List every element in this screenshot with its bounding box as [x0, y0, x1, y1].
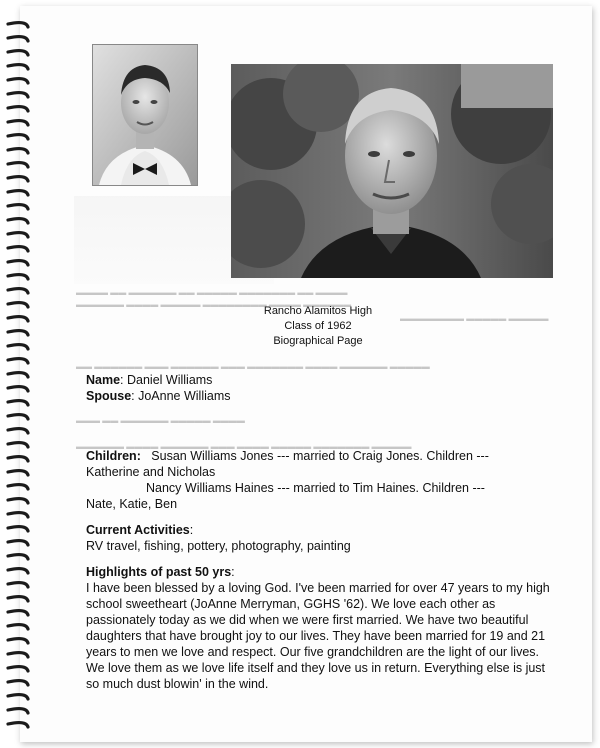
- page-heading: [200, 304, 436, 349]
- children-row-1: [86, 448, 556, 464]
- name-row: Name: Daniel Williams: [86, 373, 213, 387]
- current-portrait: [231, 64, 553, 278]
- activities-heading: Current Activities:: [86, 523, 194, 537]
- class-year: Class of 1962: [284, 320, 352, 332]
- document-page: [20, 6, 592, 742]
- children-line-1: Susan Williams Jones --- married to Craig Jones. Children ---: [151, 449, 489, 463]
- bleed-through-text: ▬▬▬ ▬▬ ▬▬▬▬▬▬ ▬▬▬▬▬ ▬▬▬▬: [76, 416, 245, 425]
- activities-label: Current Activities: [86, 523, 190, 537]
- spiral-binding: [4, 18, 32, 740]
- high-school-portrait: [93, 45, 197, 185]
- name-value: Daniel Williams: [127, 373, 213, 387]
- children-line-2: Katherine and Nicholas: [86, 465, 216, 479]
- spouse-value: JoAnne Williams: [138, 389, 231, 403]
- spouse-row: Spouse: JoAnne Williams: [86, 389, 231, 403]
- bleed-through-text: ▬▬▬▬▬▬ ▬▬▬▬ ▬▬▬▬▬ ▬▬▬▬▬▬▬▬ ▬▬▬▬ ▬▬▬▬▬▬: [76, 300, 352, 309]
- children-label: Children:: [86, 449, 141, 463]
- name-label: Name: [86, 373, 121, 387]
- bleed-through-text: ▬▬▬▬▬▬▬▬ ▬▬▬▬▬ ▬▬▬▬▬: [400, 314, 549, 323]
- highlights-heading: Highlights of past 50 yrs:: [86, 565, 235, 579]
- children-line-4: Nate, Katie, Ben: [86, 497, 178, 511]
- yearbook-photo: [92, 44, 198, 186]
- bleed-through-text: ▬▬▬▬ ▬▬ ▬▬▬▬▬▬ ▬▬ ▬▬▬▬▬ ▬▬▬▬▬▬▬ ▬▬ ▬▬▬▬: [76, 288, 348, 297]
- highlights-text: I have been blessed by a loving God. I've been married for over 47 years to my high school sweetheart (JoAnne Merryman, GGHS '62). We love each other as passionately today as we did when we were first married. We have two beautiful daughters that have brought joy to our lives. They have been married for 19 and 21 years to men we love and respect. Our five grandchildren are the light of our lives. We love them as we love life itself and they love us in return. Everything else is just so much dust blowin' in the wind.: [86, 581, 550, 691]
- page-type: Biographical Page: [273, 335, 363, 347]
- children-line-3: Nancy Williams Haines --- married to Tim Haines. Children ---: [146, 481, 485, 495]
- school-name: Rancho Alamitos High: [263, 305, 373, 317]
- bio-content: [86, 372, 556, 692]
- spouse-label: Spouse: [86, 389, 132, 403]
- bleed-through-text: ▬▬ ▬▬▬▬▬▬ ▬▬▬ ▬▬▬▬▬▬ ▬▬▬ ▬▬▬▬▬▬▬ ▬▬▬▬ ▬▬▬▬▬▬ ▬▬▬▬▬: [76, 362, 430, 371]
- current-photo: [231, 64, 553, 278]
- bleed-through-text: ▬▬▬▬▬▬ ▬▬▬▬ ▬▬▬▬▬▬ ▬▬▬ ▬▬▬▬ ▬▬▬▬▬ ▬▬▬▬▬▬▬ ▬▬▬▬▬: [76, 442, 412, 451]
- highlights-label: Highlights of past 50 yrs: [86, 565, 232, 579]
- activities-value: RV travel, fishing, pottery, photography, painting: [86, 539, 351, 553]
